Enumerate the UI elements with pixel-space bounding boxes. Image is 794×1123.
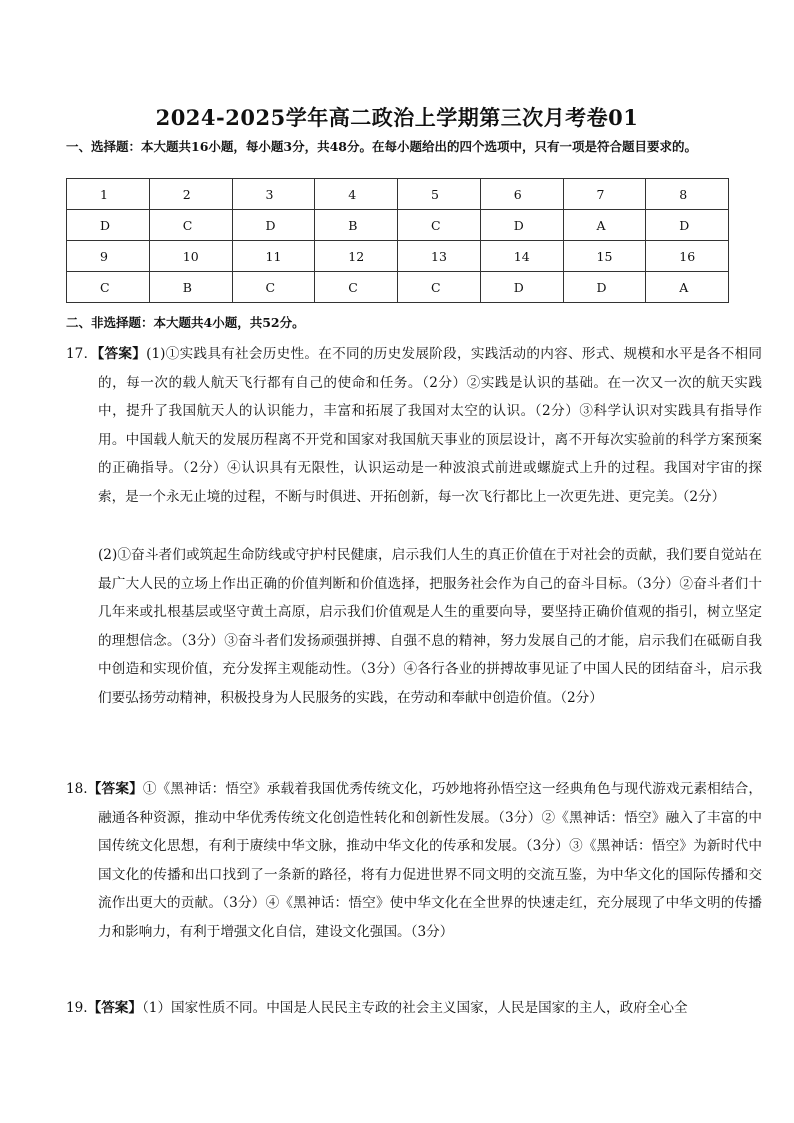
question-number-cell: 1 bbox=[67, 179, 150, 210]
answer-cell: B bbox=[149, 272, 232, 303]
question-number-cell: 14 bbox=[480, 241, 563, 272]
answer-cell: C bbox=[398, 210, 481, 241]
question-number-cell: 16 bbox=[646, 241, 729, 272]
q19-answer-tag: 【答案】 bbox=[87, 1000, 142, 1016]
q17-part1: (1)①实践具有社会历史性。在不同的历史发展阶段，实践活动的内容、形式、规模和水平是各不相同的，每一次的载人航天飞行都有自己的使命和任务。（2分）②实践是认识的基础。在一次又一次的航天实践中，提升了我国航天人的认识能力，丰富和拓展了我国对太空的认识。（2分）③科学认识对实践具有指导作用。中国载人航天的发展历程离不开党和国家对我国航天事业的顶层设计，离不开每次实验前的科学方案预案的正确指导。（2分）④认识具有无限性，认识运动是一种波浪式前进或螺旋式上升的过程。我国对宇宙的探索，是一个永无止境的过程，不断与时俱进、开拓创新，每一次飞行都比上一次更先进、更完美。（2分） bbox=[98, 346, 762, 505]
question-number-cell: 11 bbox=[232, 241, 315, 272]
answer-cell: C bbox=[232, 272, 315, 303]
answer-cell: C bbox=[67, 272, 150, 303]
question-number-cell: 6 bbox=[480, 179, 563, 210]
question-number-cell: 12 bbox=[315, 241, 398, 272]
question-number-cell: 10 bbox=[149, 241, 232, 272]
q18-answer-tag: 【答案】 bbox=[87, 781, 143, 797]
q19-text: （1）国家性质不同。中国是人民民主专政的社会主义国家，人民是国家的主人，政府全心全 bbox=[142, 1000, 688, 1016]
question-number-cell: 2 bbox=[149, 179, 232, 210]
answer-cell: B bbox=[315, 210, 398, 241]
answer-cell: D bbox=[67, 210, 150, 241]
question-number-row bbox=[67, 179, 729, 210]
answer-cell: C bbox=[398, 272, 481, 303]
answer-cell: D bbox=[646, 210, 729, 241]
question-number-cell: 9 bbox=[67, 241, 150, 272]
question-number-row bbox=[67, 241, 729, 272]
answer-row bbox=[67, 210, 729, 241]
q17-part2: (2)①奋斗者们或筑起生命防线或守护村民健康，启示我们人生的真正价值在于对社会的贡献，我们要自觉站在最广大人民的立场上作出正确的价值判断和价值选择，把服务社会作为自己的奋斗目标。（3分）②奋斗者们十几年来或扎根基层或坚守黄土高原，启示我们价值观是人生的重要向导，要坚持正确价值观的指引，树立坚定的理想信念。（3分）③奋斗者们发扬顽强拼搏、自强不息的精神，努力发展自己的才能，启示我们在砥砺自我中创造和实现价值，充分发挥主观能动性。（3分）④各行各业的拼搏故事见证了中国人民的团结奋斗，启示我们要弘扬劳动精神，积极投身为人民服务的实践，在劳动和奉献中创造价值。（2分） bbox=[98, 547, 762, 706]
q18-answer bbox=[66, 775, 762, 946]
answer-cell: A bbox=[646, 272, 729, 303]
answer-cell: C bbox=[315, 272, 398, 303]
q17-answer-tag: 【答案】 bbox=[97, 346, 147, 362]
answer-table bbox=[66, 178, 729, 303]
page-title: 2024-2025学年高二政治上学期第三次月考卷01 bbox=[155, 105, 639, 130]
q18-text: ①《黑神话：悟空》承载着我国优秀传统文化，巧妙地将孙悟空这一经典角色与现代游戏元素相结合，融通各种资源，推动中华优秀传统文化创造性转化和创新性发展。（3分）②《黑神话：悟空》融入了丰富的中国传统文化思想，有利于赓续中华文脉，推动中华文化的传承和发展。（3分）③《黑神话：悟空》为新时代中国文化的传播和出口找到了一条新的路径，将有力促进世界不同文明的交流互鉴，为中华文化的国际传播和交流作出更大的贡献。（3分）④《黑神话：悟空》使中华文化在全世界的快速走红，充分展现了中华文明的传播力和影响力，有利于增强文化自信，建设文化强国。（3分） bbox=[98, 781, 763, 940]
answer-cell: C bbox=[149, 210, 232, 241]
question-number-cell: 5 bbox=[398, 179, 481, 210]
answer-cell: A bbox=[563, 210, 646, 241]
answer-cell: D bbox=[480, 210, 563, 241]
q17-number: 17． bbox=[66, 346, 98, 362]
answer-cell: D bbox=[563, 272, 646, 303]
question-number-cell: 15 bbox=[563, 241, 646, 272]
question-number-cell: 13 bbox=[398, 241, 481, 272]
q19-number: 19. bbox=[66, 1000, 88, 1016]
answer-cell: D bbox=[232, 210, 315, 241]
q17-answer bbox=[66, 340, 762, 511]
question-number-cell: 8 bbox=[646, 179, 729, 210]
answer-cell: D bbox=[480, 272, 563, 303]
question-number-cell: 7 bbox=[563, 179, 646, 210]
question-number-cell: 3 bbox=[232, 179, 315, 210]
answer-row bbox=[67, 272, 729, 303]
question-number-cell: 4 bbox=[315, 179, 398, 210]
section1-heading: 一、选择题：本大题共16小题，每小题3分，共48分。在每小题给出的四个选项中，只有一项是符合题目要求的。 bbox=[66, 139, 697, 154]
q18-number: 18. bbox=[66, 781, 88, 797]
section2-heading: 二、非选择题：本大题共4小题，共52分。 bbox=[66, 315, 305, 330]
q19-answer bbox=[66, 994, 762, 1023]
